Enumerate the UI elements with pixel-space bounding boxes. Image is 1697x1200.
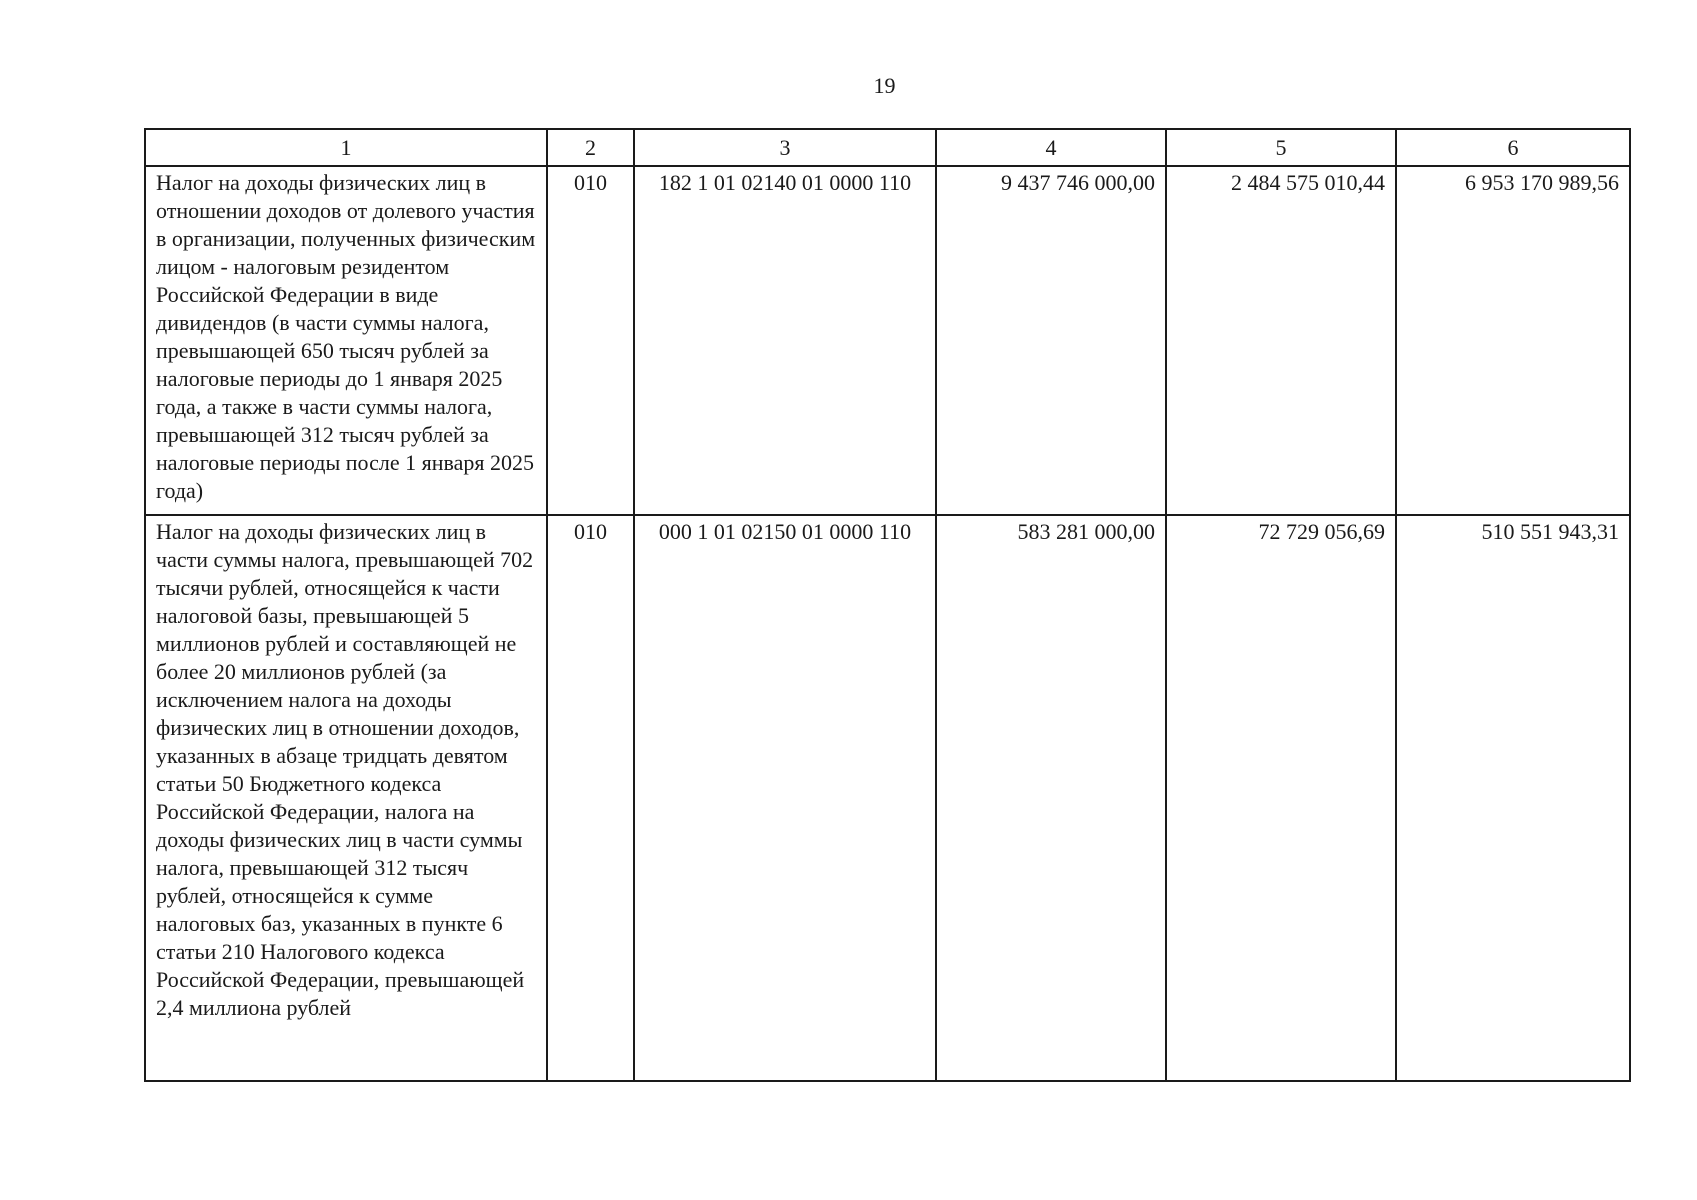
column-header: 5 <box>1166 129 1396 166</box>
column-header: 3 <box>634 129 936 166</box>
income-name-cell: Налог на доходы физических лиц в части суммы налога, превышающей 702 тысячи рублей, относящейся к части налоговой базы, превышающей 5 миллионов рублей и составляющей не более 20 миллионов рублей (за исключением налога на доходы физических лиц в отношении доходов, указанных в абзаце тридцать девятом статьи 50 Бюджетного кодекса Российской Федерации, налога на доходы физических лиц в части суммы налога, превышающей 312 тысяч рублей, относящейся к сумме налоговых баз, указанных в пункте 6 статьи 210 Налогового кодекса Российской Федерации, превышающей 2,4 миллиона рублей <box>145 515 547 1081</box>
approved-amount-cell: 9 437 746 000,00 <box>936 166 1166 515</box>
remaining-amount-cell: 6 953 170 989,56 <box>1396 166 1630 515</box>
table-row <box>145 166 1630 515</box>
column-header: 2 <box>547 129 634 166</box>
executed-amount-cell: 72 729 056,69 <box>1166 515 1396 1081</box>
budget-code-cell: 182 1 01 02140 01 0000 110 <box>634 166 936 515</box>
remaining-amount-cell: 510 551 943,31 <box>1396 515 1630 1081</box>
executed-amount-cell: 2 484 575 010,44 <box>1166 166 1396 515</box>
table-row <box>145 515 1630 1081</box>
column-header: 6 <box>1396 129 1630 166</box>
table-header-row <box>145 129 1630 166</box>
line-code-cell: 010 <box>547 166 634 515</box>
income-name-cell: Налог на доходы физических лиц в отношении доходов от долевого участия в организации, полученных физическим лицом - налоговым резидентом Российской Федерации в виде дивидендов (в части суммы налога, превышающей 650 тысяч рублей за налоговые периоды до 1 января 2025 года, а также в части суммы налога, превышающей 312 тысяч рублей за налоговые периоды после 1 января 2025 года) <box>145 166 547 515</box>
column-header: 4 <box>936 129 1166 166</box>
column-header: 1 <box>145 129 547 166</box>
report-table <box>144 128 1631 1082</box>
page-number: 19 <box>873 73 896 98</box>
budget-code-cell: 000 1 01 02150 01 0000 110 <box>634 515 936 1081</box>
approved-amount-cell: 583 281 000,00 <box>936 515 1166 1081</box>
line-code-cell: 010 <box>547 515 634 1081</box>
